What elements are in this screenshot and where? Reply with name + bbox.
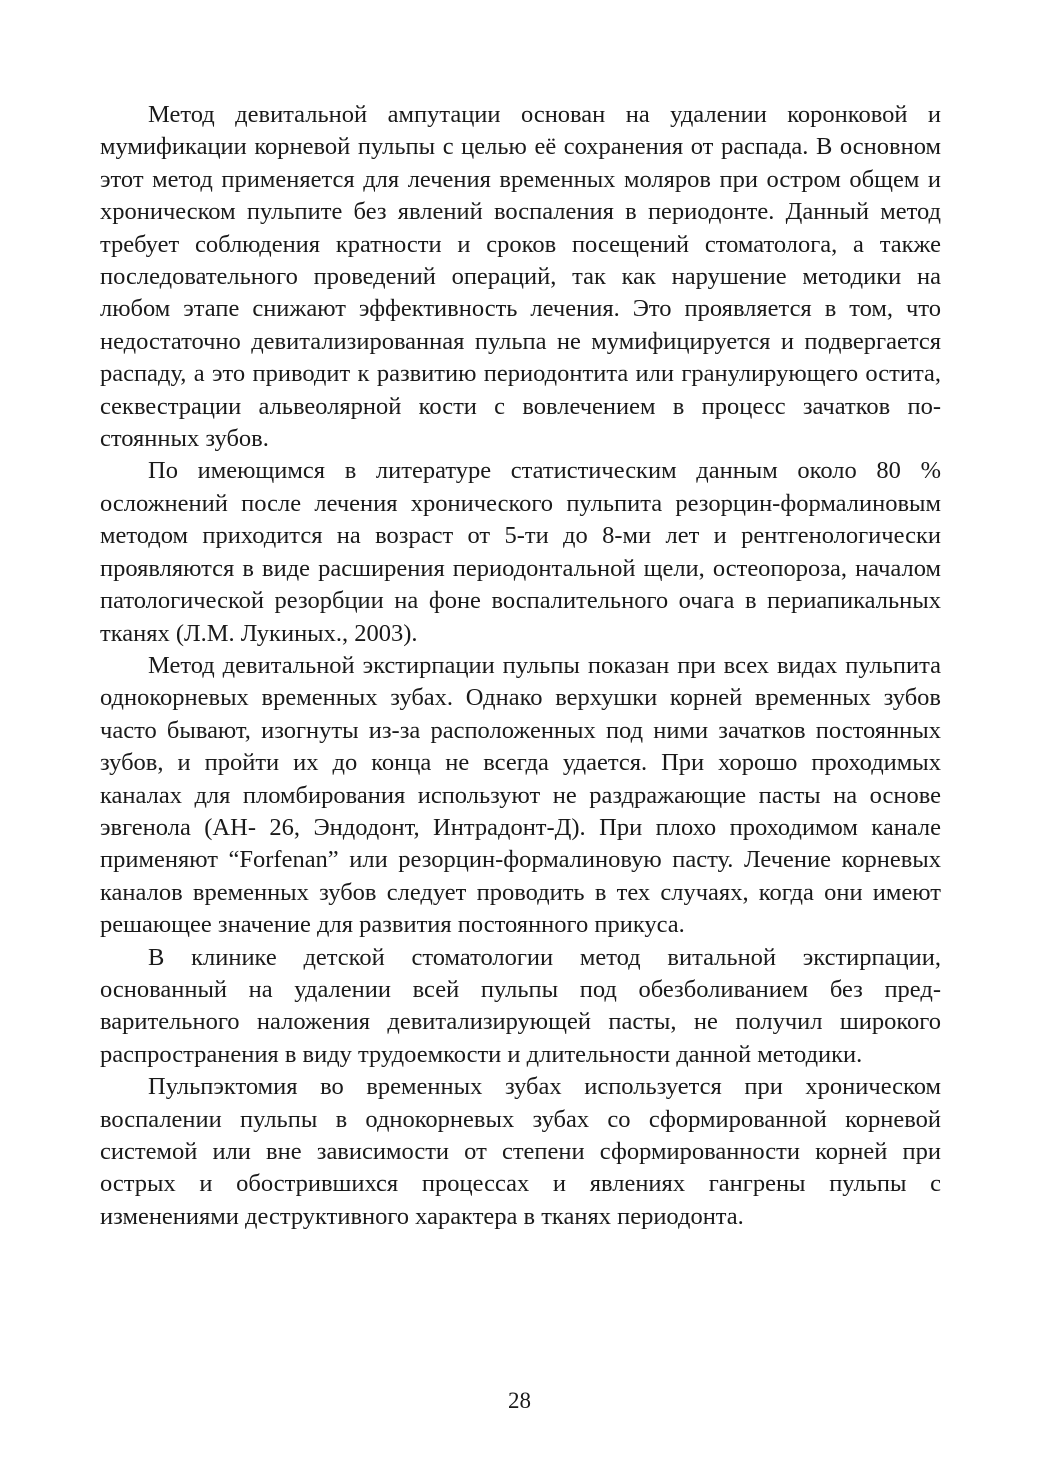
paragraph-devital-amputation: Метод девитальной ампутации основан на удалении коронковой и мумификации корневой пульпы с целью её сохранения от распада. В основном этот метод применяется для лечения временных моляров при остром общем и хроническом пульпите без явлений воспаления в периодонте. Данный метод требует соблюдения кратности и сроков посещений стоматолога, а также последовательного проведений операций, так как нарушение методики на любом этапе снижают эффективность лечения. Это проявляется в том, что недостаточно девитализированная пульпа не мумифицируется и подвергается распаду, а это приводит к развитию периодонтита или гранулирующего остита, секвестрации альвеолярной кости с вовлечением в процесс зачатков постоянных зубов.: [100, 101, 941, 453]
paragraph-devital-extirpation: Метод девитальной экстирпации пульпы показан при всех видах пульпита однокорневых временных зубах. Однако верхушки корней временных зубов часто бывают, изогнуты из-за расположенных под ними зачатков постоянных зубов, и пройти их до конца не всегда удается. При хорошо проходимых каналах для пломбирования используют не раздражающие пасты на основе эвгенола (АН- 26, Эндодонт, Интрадонт-Д). При плохо проходимом канале применяют “Forfenan” или резорцин-формалиновую пасту. Лечение корневых каналов временных зубов следует проводить в тех случаях, когда они имеют решающее значение для развития постоянного прикуса.: [100, 651, 941, 939]
paragraph-complications-statistics: По имеющимся в литературе статистическим данным около 80 % осложнений после лечения хронического пульпита резорцин-формалиновым методом приходится на возраст от 5-ти до 8-ми лет и рентгенологически проявляются в виде расширения периодонтальной щели, остеопороза, началом патологической резорбции на фоне воспалительного очага в периапикальных тканях (Л.М. Лукиных., 2003).: [100, 457, 941, 647]
page-body: [100, 99, 941, 1233]
page-number: 28: [508, 1388, 531, 1413]
paragraph-pulpectomy: Пульпэктомия во временных зубах используется при хроническом воспалении пульпы в однокорневых зубах со сформированной корневой системой или вне зависимости от степени сформированности корней при острых и обострившихся процессах и явлениях гангрены пульпы с изменениями деструктивного характера в тканях периодонта.: [100, 1073, 941, 1230]
paragraph-vital-extirpation: В клинике детской стоматологии метод витальной экстирпации, основанный на удалении всей пульпы под обезболиванием без предварительного наложения девитализирующей пасты, не получил широкого распространения в виду трудоемкости и длительности данной методики.: [100, 943, 941, 1068]
